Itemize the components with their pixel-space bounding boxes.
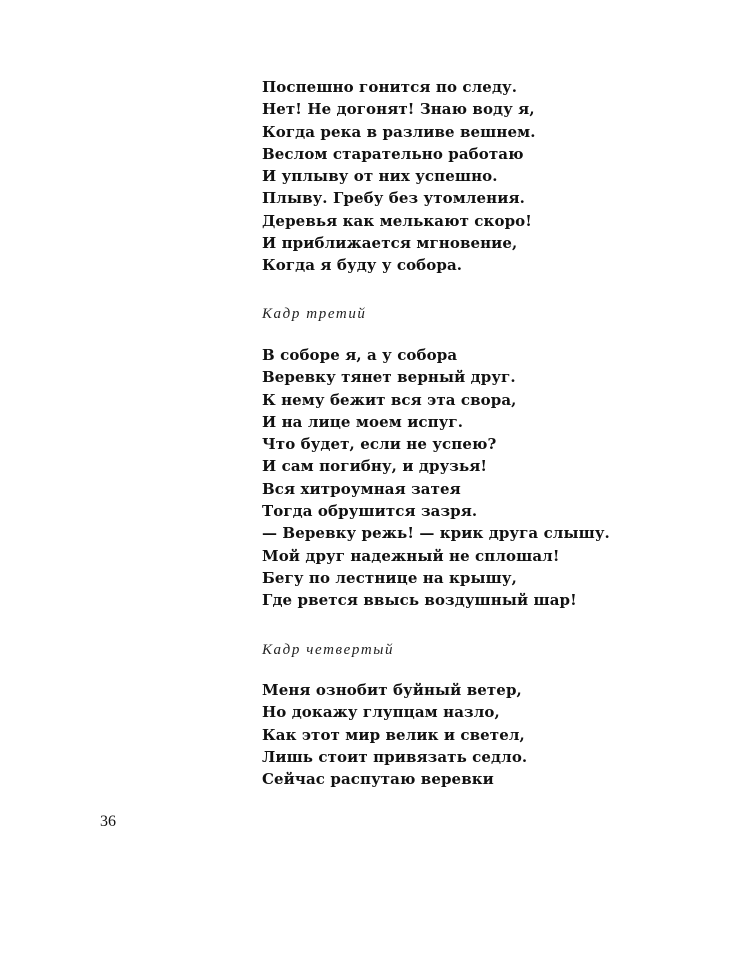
poem-line: Мой друг надежный не сплошал! (262, 546, 560, 565)
poem-line: И уплыву от них успешно. (262, 167, 498, 186)
section-heading: Кадр четвертый (262, 642, 395, 658)
poem-line: Когда река в разливе вешнем. (262, 122, 536, 141)
poem-line: Вся хитроумная затея (262, 479, 461, 498)
poem-line: И приближается мгновение, (262, 234, 518, 253)
poem-line: Бегу по лестнице на крышу, (262, 568, 517, 587)
poem-line: Где рвется ввысь воздушный шар! (262, 591, 577, 610)
poem-line: Плыву. Гребу без утомления. (262, 189, 525, 208)
poem-line: Поспешно гонится по следу. (262, 78, 518, 96)
poem-stanza (262, 76, 682, 277)
poem-line: — Веревку режь! — крик друга слышу. (262, 524, 610, 543)
poem-line: Как этот мир велик и светел, (262, 725, 525, 744)
poem-stanza (262, 344, 682, 612)
poem-stanza (262, 679, 682, 790)
poem-line: Когда я буду у собора. (262, 256, 463, 275)
poem-line: В соборе я, а у собора (262, 346, 458, 364)
poem-line: К нему бежит вся эта свора, (262, 390, 517, 409)
poem-line: Веслом старательно работаю (262, 144, 524, 163)
poem-line: Веревку тянет верный друг. (262, 368, 516, 387)
poem-line: Деревья как мелькают скоро! (262, 211, 532, 230)
poem-line: Что будет, если не успею? (262, 435, 497, 454)
section-heading: Кадр третий (262, 306, 367, 322)
poem-line: Сейчас распутаю веревки (262, 770, 494, 789)
poem-line: Тогда обрушится зазря. (262, 502, 478, 521)
poem-line: Лишь стоит привязать седло. (262, 747, 528, 766)
poem-line: Но докажу глупцам назло, (262, 703, 500, 722)
poem-line: И сам погибну, и друзья! (262, 457, 488, 476)
poem-line: И на лице моем испуг. (262, 412, 464, 431)
poem-line: Меня ознобит буйный ветер, (262, 681, 522, 699)
page-number: 36 (100, 813, 116, 830)
poem-line: Нет! Не догонят! Знаю воду я, (262, 100, 535, 119)
